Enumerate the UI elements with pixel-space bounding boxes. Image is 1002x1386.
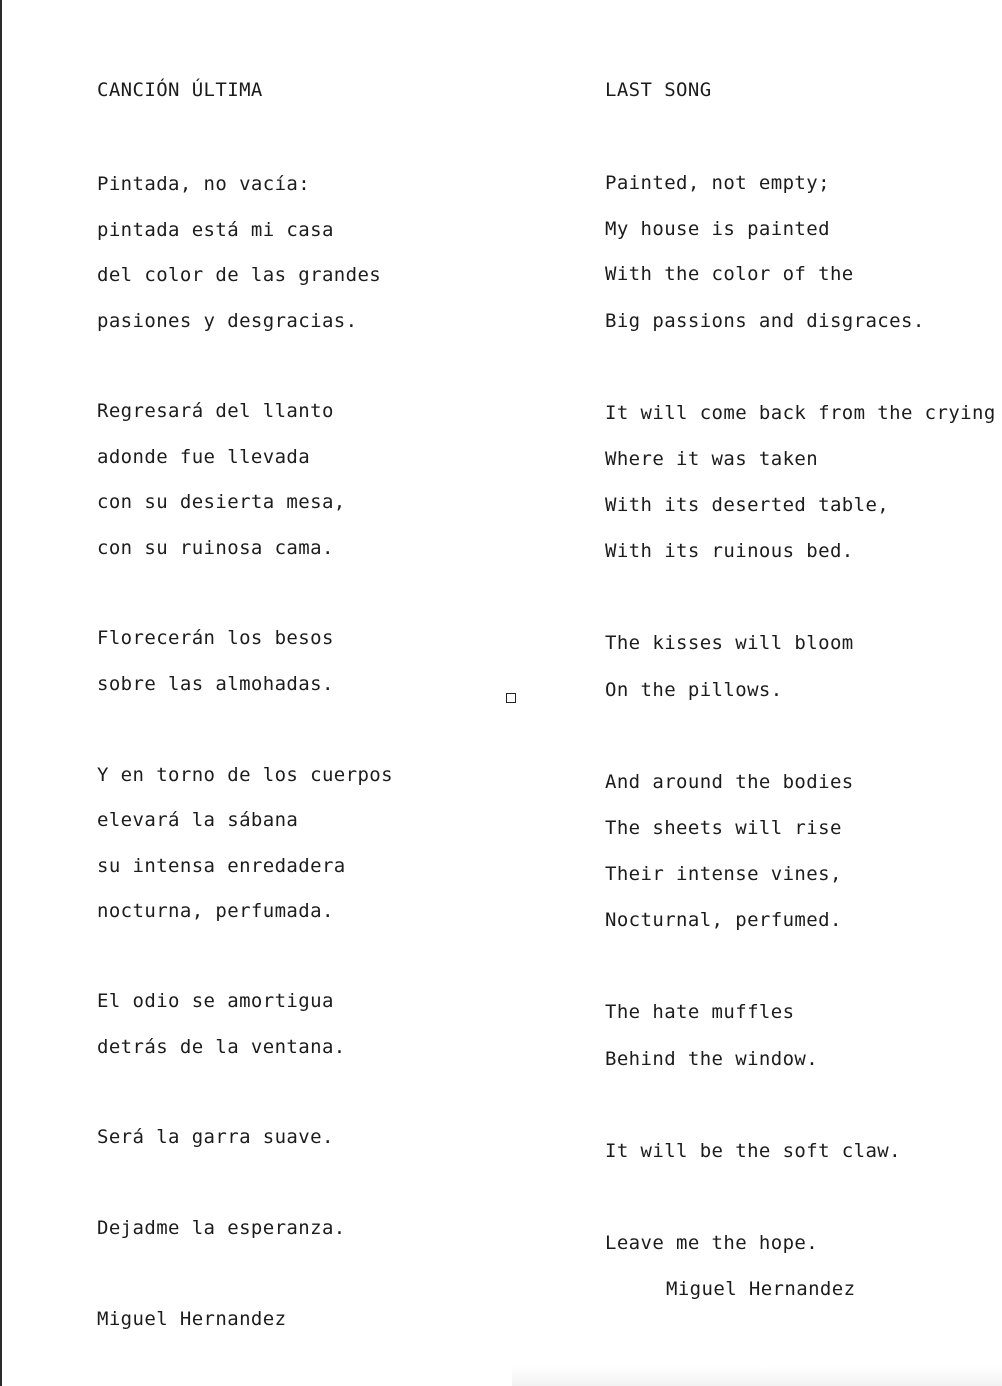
english-line: With the color of the	[605, 263, 854, 285]
spanish-line: nocturna, perfumada.	[97, 900, 334, 922]
english-line: It will come back from the crying	[605, 402, 996, 424]
english-line: Where it was taken	[605, 448, 819, 470]
spanish-line: adonde fue llevada	[97, 446, 311, 468]
spanish-line: su intensa enredadera	[97, 855, 346, 877]
english-line: Leave me the hope.	[605, 1232, 819, 1254]
english-line: My house is painted	[605, 218, 830, 240]
spanish-line: El odio se amortigua	[97, 990, 334, 1012]
english-line: Painted, not empty;	[605, 172, 830, 194]
english-line: With its ruinous bed.	[605, 540, 854, 562]
english-title: LAST SONG	[605, 79, 712, 101]
spanish-line: Regresará del llanto	[97, 400, 334, 422]
spanish-line: con su ruinosa cama.	[97, 537, 334, 559]
english-line: With its deserted table,	[605, 494, 890, 516]
square-marker-icon	[506, 693, 516, 703]
spanish-line: elevará la sábana	[97, 809, 299, 831]
spanish-line: pintada está mi casa	[97, 219, 334, 241]
spanish-line: con su desierta mesa,	[97, 491, 346, 513]
spanish-line: Será la garra suave.	[97, 1126, 334, 1148]
spanish-line: del color de las grandes	[97, 264, 382, 286]
spanish-line: Pintada, no vacía:	[97, 173, 311, 195]
spanish-author: Miguel Hernandez	[97, 1308, 287, 1330]
english-line: On the pillows.	[605, 679, 783, 701]
spanish-line: Y en torno de los cuerpos	[97, 764, 393, 786]
spanish-line: Florecerán los besos	[97, 627, 334, 649]
english-line: The kisses will bloom	[605, 632, 854, 654]
english-line: It will be the soft claw.	[605, 1140, 901, 1162]
spanish-line: detrás de la ventana.	[97, 1036, 346, 1058]
page-bottom-shadow	[512, 1366, 1002, 1386]
spanish-line: Dejadme la esperanza.	[97, 1217, 346, 1239]
english-line: Behind the window.	[605, 1048, 819, 1070]
english-line: Big passions and disgraces.	[605, 310, 925, 332]
english-line: And around the bodies	[605, 771, 854, 793]
spanish-title: CANCIÓN ÚLTIMA	[97, 79, 263, 101]
english-author: Miguel Hernandez	[666, 1278, 856, 1300]
page-left-edge	[0, 0, 2, 1386]
english-line: Nocturnal, perfumed.	[605, 909, 842, 931]
english-line: The sheets will rise	[605, 817, 842, 839]
spanish-line: sobre las almohadas.	[97, 673, 334, 695]
spanish-line: pasiones y desgracias.	[97, 310, 358, 332]
english-line: The hate muffles	[605, 1001, 795, 1023]
english-line: Their intense vines,	[605, 863, 842, 885]
